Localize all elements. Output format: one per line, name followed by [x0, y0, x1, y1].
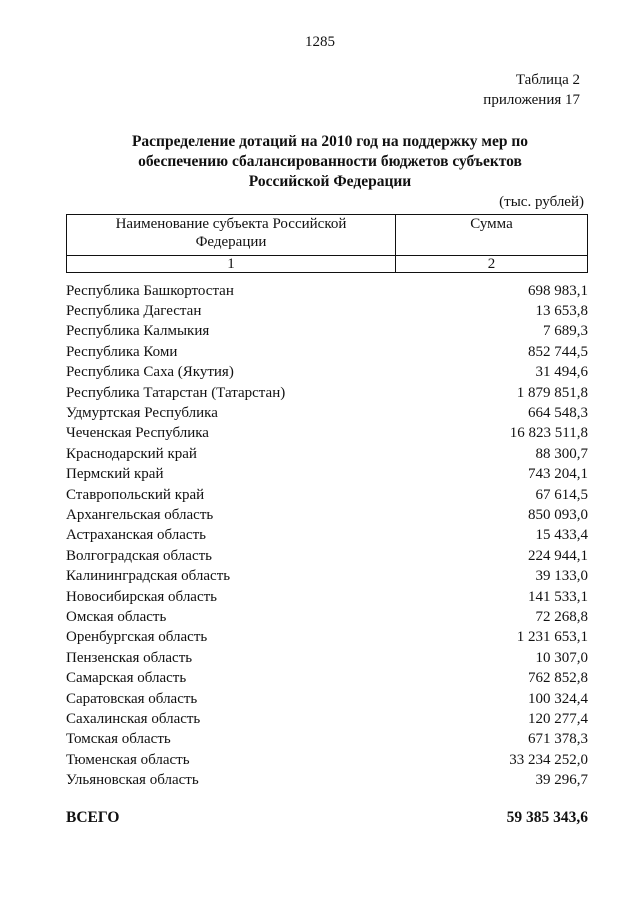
region-amount: 671 378,3 — [528, 731, 588, 748]
table-row — [66, 750, 588, 770]
unit-label: (тыс. рублей) — [499, 194, 584, 210]
region-name: Сахалинская область — [66, 710, 201, 727]
region-name: Калининградская область — [66, 568, 231, 585]
total-row — [66, 809, 588, 827]
table-row — [66, 383, 588, 403]
total-label: ВСЕГО — [66, 809, 120, 826]
region-name: Самарская область — [66, 670, 187, 687]
region-name: Ульяновская область — [66, 772, 199, 789]
table-body — [66, 281, 588, 791]
region-amount: 33 234 252,0 — [509, 751, 588, 768]
table-row — [66, 403, 588, 423]
region-name: Республика Башкортостан — [66, 282, 234, 299]
region-amount: 31 494,6 — [535, 364, 588, 381]
region-amount: 141 533,1 — [528, 588, 588, 605]
title-line: Российской Федерации — [248, 173, 412, 190]
appendix-reference — [483, 70, 580, 110]
region-name: Архангельская область — [66, 506, 214, 523]
region-amount: 67 614,5 — [535, 486, 588, 503]
table-row — [66, 505, 588, 525]
page-number: 1285 — [305, 34, 335, 50]
title-line: обеспечению сбалансированности бюджетов субъектов — [138, 153, 522, 170]
table-row — [66, 607, 588, 627]
table-row — [66, 689, 588, 709]
region-amount: 13 653,8 — [535, 303, 588, 320]
table-row — [66, 363, 588, 383]
region-name: Оренбургская область — [66, 629, 208, 646]
table-row — [66, 301, 588, 321]
region-amount: 39 296,7 — [535, 772, 588, 789]
region-name: Астраханская область — [66, 527, 206, 544]
region-name: Удмуртская Республика — [66, 405, 218, 422]
region-name: Пермский край — [66, 466, 164, 483]
table-row — [66, 342, 588, 362]
table-row — [66, 485, 588, 505]
region-amount: 762 852,8 — [528, 670, 588, 687]
title-line: Распределение дотаций на 2010 год на поддержку мер по — [131, 133, 529, 150]
total-amount: 59 385 343,6 — [506, 809, 588, 826]
region-amount: 698 983,1 — [528, 282, 588, 299]
region-amount: 7 689,3 — [543, 323, 588, 340]
region-amount: 100 324,4 — [528, 690, 588, 707]
document-title — [80, 132, 580, 192]
table-row — [66, 444, 588, 464]
table-row — [66, 770, 588, 790]
table-row — [66, 628, 588, 648]
table-row — [66, 526, 588, 546]
region-name: Пензенская область — [66, 649, 193, 666]
table-row — [66, 465, 588, 485]
region-amount: 88 300,7 — [535, 445, 588, 462]
table-row — [66, 709, 588, 729]
region-amount: 15 433,4 — [535, 527, 588, 544]
region-name: Омская область — [66, 608, 167, 625]
table-row — [66, 648, 588, 668]
region-name: Республика Дагестан — [66, 303, 202, 320]
region-amount: 16 823 511,8 — [509, 425, 588, 442]
column-header-region-line: Федерации — [195, 234, 267, 250]
table-row — [66, 322, 588, 342]
appendix-annex-label: приложения 17 — [483, 92, 580, 108]
region-amount: 10 307,0 — [535, 649, 588, 666]
region-amount: 850 093,0 — [528, 506, 588, 523]
table-header — [66, 214, 588, 273]
region-name: Ставропольский край — [66, 486, 205, 503]
region-amount: 72 268,8 — [535, 608, 588, 625]
table-row — [66, 546, 588, 566]
appendix-table-label: Таблица 2 — [515, 72, 580, 88]
table-row — [66, 730, 588, 750]
region-name: Республика Калмыкия — [66, 323, 210, 340]
region-name: Волгоградская область — [66, 547, 212, 564]
region-amount: 1 879 851,8 — [516, 384, 588, 401]
region-amount: 664 548,3 — [528, 405, 588, 422]
region-name: Новосибирская область — [66, 588, 218, 605]
table-row — [66, 281, 588, 301]
region-name: Саратовская область — [66, 690, 198, 707]
column-header-region — [67, 215, 396, 256]
region-name: Чеченская Республика — [66, 425, 209, 442]
region-name: Томская область — [66, 731, 171, 748]
region-amount: 39 133,0 — [535, 568, 588, 585]
table-row — [66, 668, 588, 688]
column-number-2: 2 — [396, 256, 588, 273]
region-amount: 1 231 653,1 — [516, 629, 588, 646]
region-name: Республика Саха (Якутия) — [66, 364, 234, 381]
table-row — [66, 587, 588, 607]
table-row — [66, 424, 588, 444]
region-amount: 224 944,1 — [528, 547, 588, 564]
region-name: Краснодарский край — [66, 445, 197, 462]
column-header-region-line: Наименование субъекта Российской — [115, 216, 347, 232]
region-amount: 120 277,4 — [528, 710, 588, 727]
table-row — [66, 566, 588, 586]
region-amount: 852 744,5 — [528, 343, 588, 360]
column-header-amount: Сумма — [396, 215, 588, 256]
region-name: Республика Татарстан (Татарстан) — [66, 384, 286, 401]
region-name: Тюменская область — [66, 751, 190, 768]
column-number-1: 1 — [67, 256, 396, 273]
region-amount: 743 204,1 — [528, 466, 588, 483]
region-name: Республика Коми — [66, 343, 178, 360]
